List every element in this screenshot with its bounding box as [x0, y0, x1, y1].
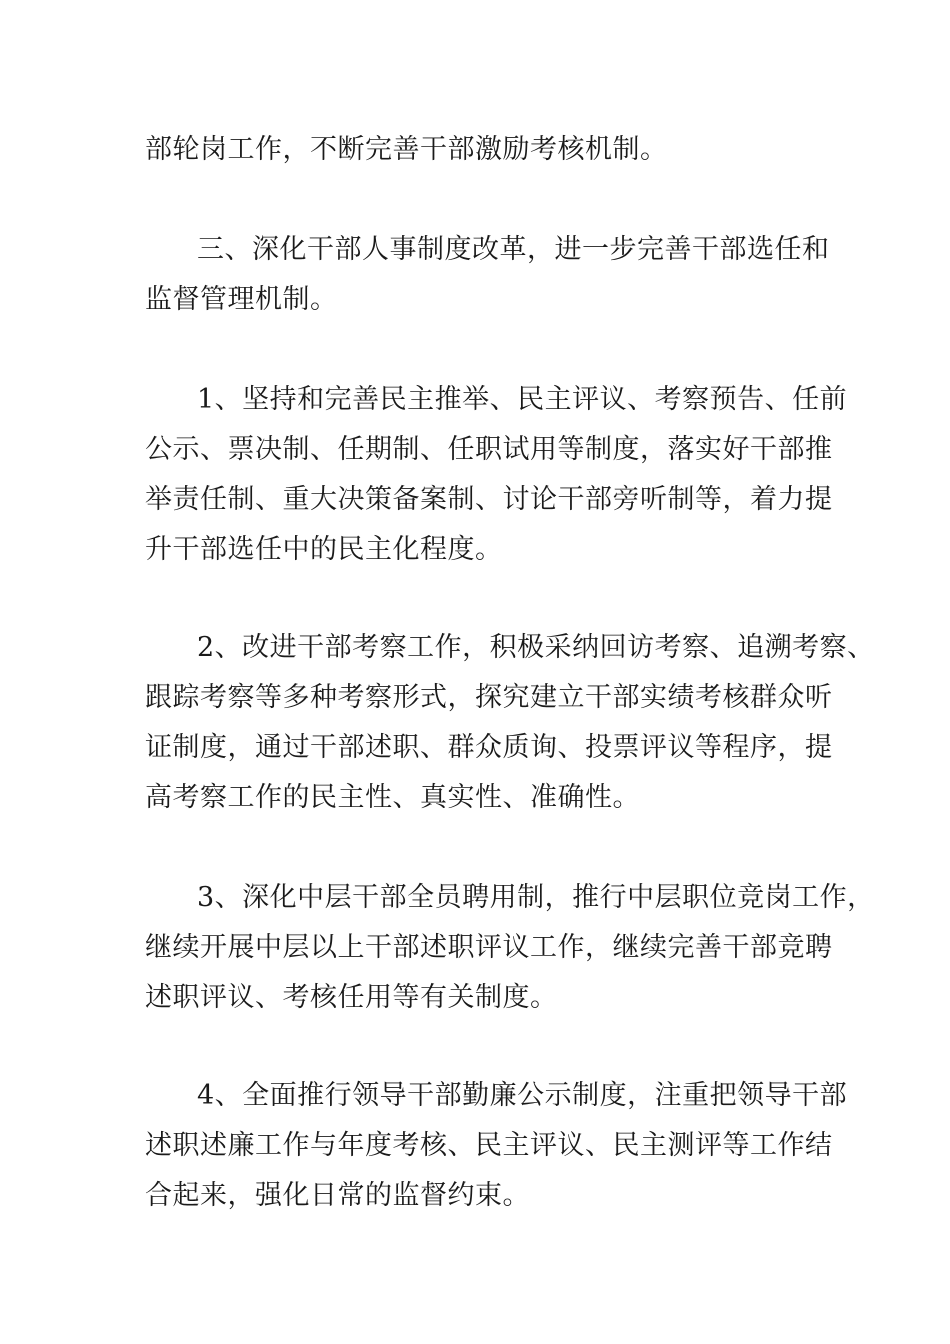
paragraph-line: 合起来，强化日常的监督约束。 [145, 1180, 530, 1211]
paragraph-line: 1、坚持和完善民主推举、民主评议、考察预告、任前 [197, 384, 848, 415]
paragraph-line: 2、改进干部考察工作，积极采纳回访考察、追溯考察、 [197, 632, 875, 663]
paragraph-line: 升干部选任中的民主化程度。 [145, 534, 503, 565]
paragraph-line: 证制度，通过干部述职、群众质询、投票评议等程序，提 [145, 732, 833, 763]
paragraph-line: 高考察工作的民主性、真实性、准确性。 [145, 782, 640, 813]
section-heading-line: 监督管理机制。 [145, 284, 338, 315]
section-heading-line: 三、深化干部人事制度改革，进一步完善干部选任和 [197, 234, 830, 265]
paragraph-line: 述职述廉工作与年度考核、民主评议、民主测评等工作结 [145, 1130, 833, 1161]
paragraph-line: 公示、票决制、任期制、任职试用等制度，落实好干部推 [145, 434, 833, 465]
paragraph-line: 述职评议、考核任用等有关制度。 [145, 982, 558, 1013]
paragraph-line: 跟踪考察等多种考察形式，探究建立干部实绩考核群众听 [145, 682, 833, 713]
paragraph-line: 部轮岗工作，不断完善干部激励考核机制。 [145, 134, 668, 165]
paragraph-line: 继续开展中层以上干部述职评议工作，继续完善干部竞聘 [145, 932, 833, 963]
paragraph-line: 举责任制、重大决策备案制、讨论干部旁听制等，着力提 [145, 484, 833, 515]
paragraph-line: 4、全面推行领导干部勤廉公示制度，注重把领导干部 [197, 1080, 848, 1111]
paragraph-line: 3、深化中层干部全员聘用制，推行中层职位竞岗工作， [197, 882, 875, 913]
